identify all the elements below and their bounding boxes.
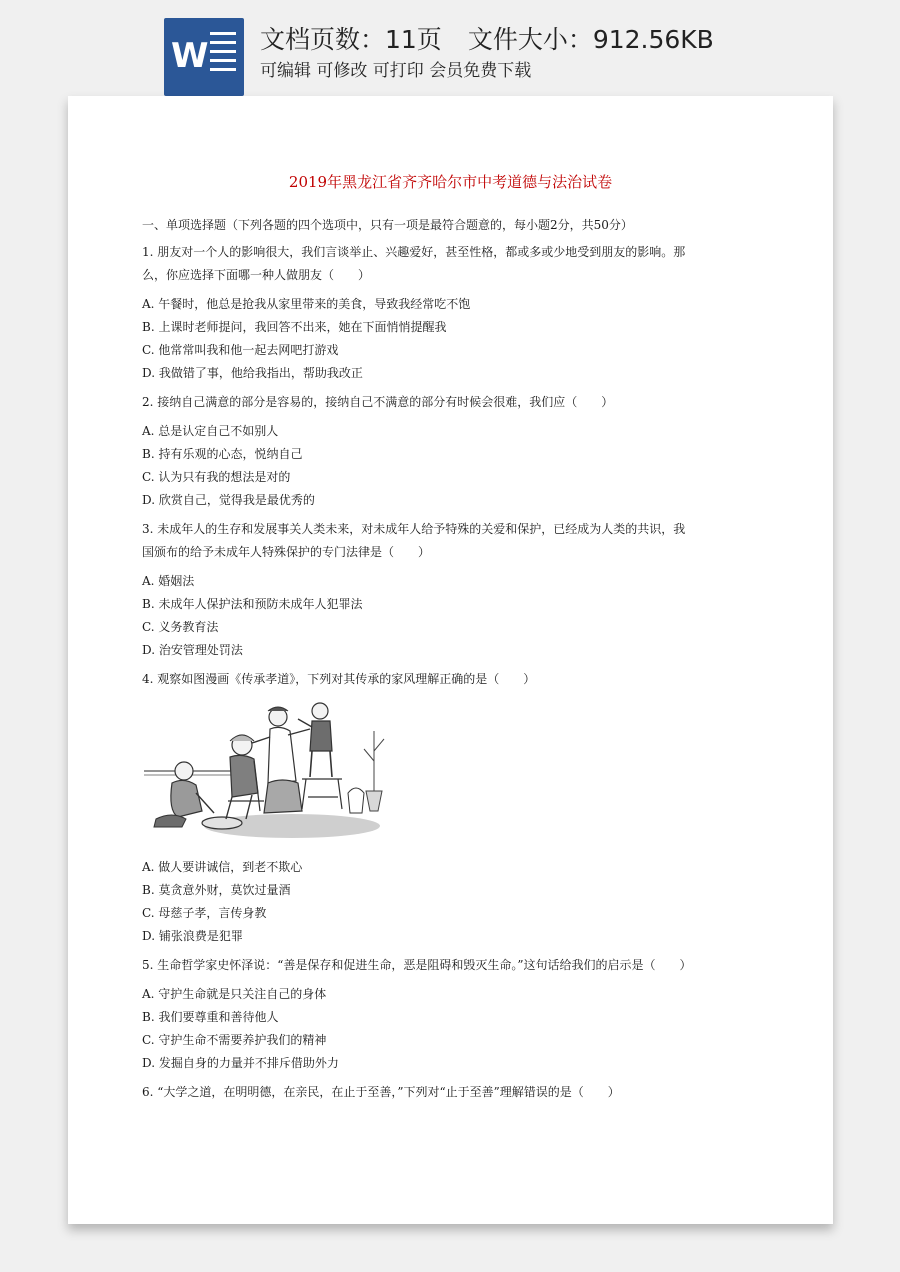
document-title: 2019年黑龙江省齐齐哈尔市中考道德与法治试卷 [288,173,613,191]
option-a: A. 总是认定自己不如别人 [142,424,279,438]
section-header: 一、单项选择题（下列各题的四个选项中，只有一项是最符合题意的，每小题2分，共50分） [142,218,633,232]
question-6 [142,1081,762,1104]
word-letter: W [171,36,209,76]
option-c: C. 他常常叫我和他一起去网吧打游戏 [142,343,339,357]
question-5 [142,954,762,1075]
option-b: B. 未成年人保护法和预防未成年人犯罪法 [142,597,363,611]
document-lines-icon [210,32,236,82]
option-b: B. 我们要尊重和善待他人 [142,1010,279,1024]
option-a: A. 做人要讲诚信，到老不欺心 [142,860,303,874]
option-a: A. 午餐时，他总是抢我从家里带来的美食，导致我经常吃不饱 [142,297,471,311]
option-d: D. 发掘自身的力量并不排斥借助外力 [142,1056,339,1070]
word-document-icon [164,18,244,96]
document-content [142,214,762,1104]
option-d: D. 我做错了事，他给我指出，帮助我改正 [142,366,363,380]
option-c: C. 母慈子孝，言传身教 [142,906,267,920]
document-page [68,96,833,1224]
question-stem: 1. 朋友对一个人的影响很大，我们言谈举止、兴趣爱好，甚至性格，都或多或少地受到朋友的影响。那 [142,245,686,259]
option-c: C. 守护生命不需要养护我们的精神 [142,1033,327,1047]
question-3 [142,518,762,662]
option-d: D. 治安管理处罚法 [142,643,243,657]
option-a: A. 守护生命就是只关注自己的身体 [142,987,327,1001]
question-2 [142,391,762,512]
question-stem: 么，你应选择下面哪一种人做朋友（ ） [142,268,371,282]
file-size: 文件大小：912.56KB [467,25,714,54]
option-d: D. 欣赏自己，觉得我是最优秀的 [142,493,315,507]
question-stem: 国颁布的给予未成年人特殊保护的专门法律是（ ） [142,545,431,559]
question-4 [142,668,762,948]
question-1 [142,241,762,385]
question-stem: 4. 观察如图漫画《传承孝道》，下列对其传承的家风理解正确的是（ ） [142,672,536,686]
option-b: B. 上课时老师提问，我回答不出来，她在下面悄悄提醒我 [142,320,447,334]
filial-piety-cartoon-illustration [142,701,388,843]
option-c: C. 义务教育法 [142,620,219,634]
question-stem: 3. 未成年人的生存和发展事关人类未来，对未成年人给予特殊的关爱和保护，已经成为人类的共识，我 [142,522,686,536]
option-b: B. 莫贪意外财，莫饮过量酒 [142,883,291,897]
question-stem: 6. “大学之道，在明明德，在亲民，在止于至善，”下列对“止于至善”理解错误的是（ ） [142,1085,620,1099]
banner-features: 可编辑 可修改 可打印 会员免费下载 [260,61,532,81]
banner-title [260,20,714,56]
option-d: D. 铺张浪费是犯罪 [142,929,243,943]
question-stem: 2. 接纳自己满意的部分是容易的，接纳自己不满意的部分有时候会很难，我们应（ ） [142,395,614,409]
option-c: C. 认为只有我的想法是对的 [142,470,291,484]
option-b: B. 持有乐观的心态，悦纳自己 [142,447,303,461]
question-stem: 5. 生命哲学家史怀泽说：“善是保存和促进生命，恶是阻碍和毁灭生命。”这句话给我们的启示是（ ） [142,958,692,972]
page-count: 文档页数：11页 [260,25,442,54]
option-a: A. 婚姻法 [142,574,195,588]
